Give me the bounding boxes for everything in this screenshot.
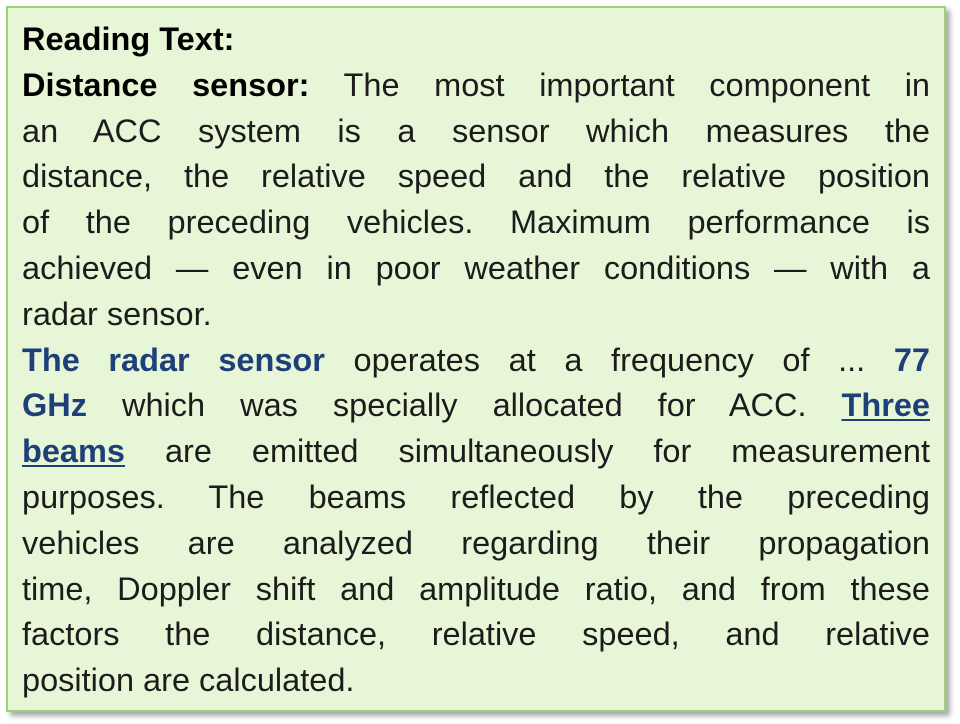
distance-sensor-label: Distance sensor: <box>22 66 310 103</box>
frequency-value: 77 <box>893 341 930 378</box>
text-line-5: achieved — even in poor weather conditions — with a <box>22 249 930 286</box>
text-line-3: distance, the relative speed and the relative position <box>22 158 930 195</box>
three-term: Three <box>841 387 930 424</box>
text-line-2: an ACC system is a sensor which measures the <box>22 112 930 149</box>
frequency-unit: GHz <box>22 387 87 424</box>
radar-sensor-term: The radar sensor <box>22 341 325 378</box>
heading: Reading Text: <box>22 21 235 57</box>
text-line-7: The radar sensor operates at a frequency of ... 77 <box>22 341 930 378</box>
text-line-8: GHz which was specially allocated for ACC. Three <box>22 387 930 424</box>
text-line-1: Distance sensor: The most important component in <box>22 66 930 103</box>
text-line-4: of the preceding vehicles. Maximum performance is <box>22 204 930 241</box>
text-line-13: factors the distance, relative speed, and relative <box>22 616 930 653</box>
text-line-11: vehicles are analyzed regarding their propagation <box>22 524 930 561</box>
text-line-6: radar sensor. <box>22 295 212 332</box>
text-line-10: purposes. The beams reflected by the preceding <box>22 478 930 515</box>
text-line-12: time, Doppler shift and amplitude ratio, and from these <box>22 570 930 607</box>
reading-text-box <box>6 6 946 712</box>
beams-term: beams <box>22 433 125 470</box>
text-line-9: beams are emitted simultaneously for measurement <box>22 433 930 470</box>
text-line-14: position are calculated. <box>22 662 355 699</box>
